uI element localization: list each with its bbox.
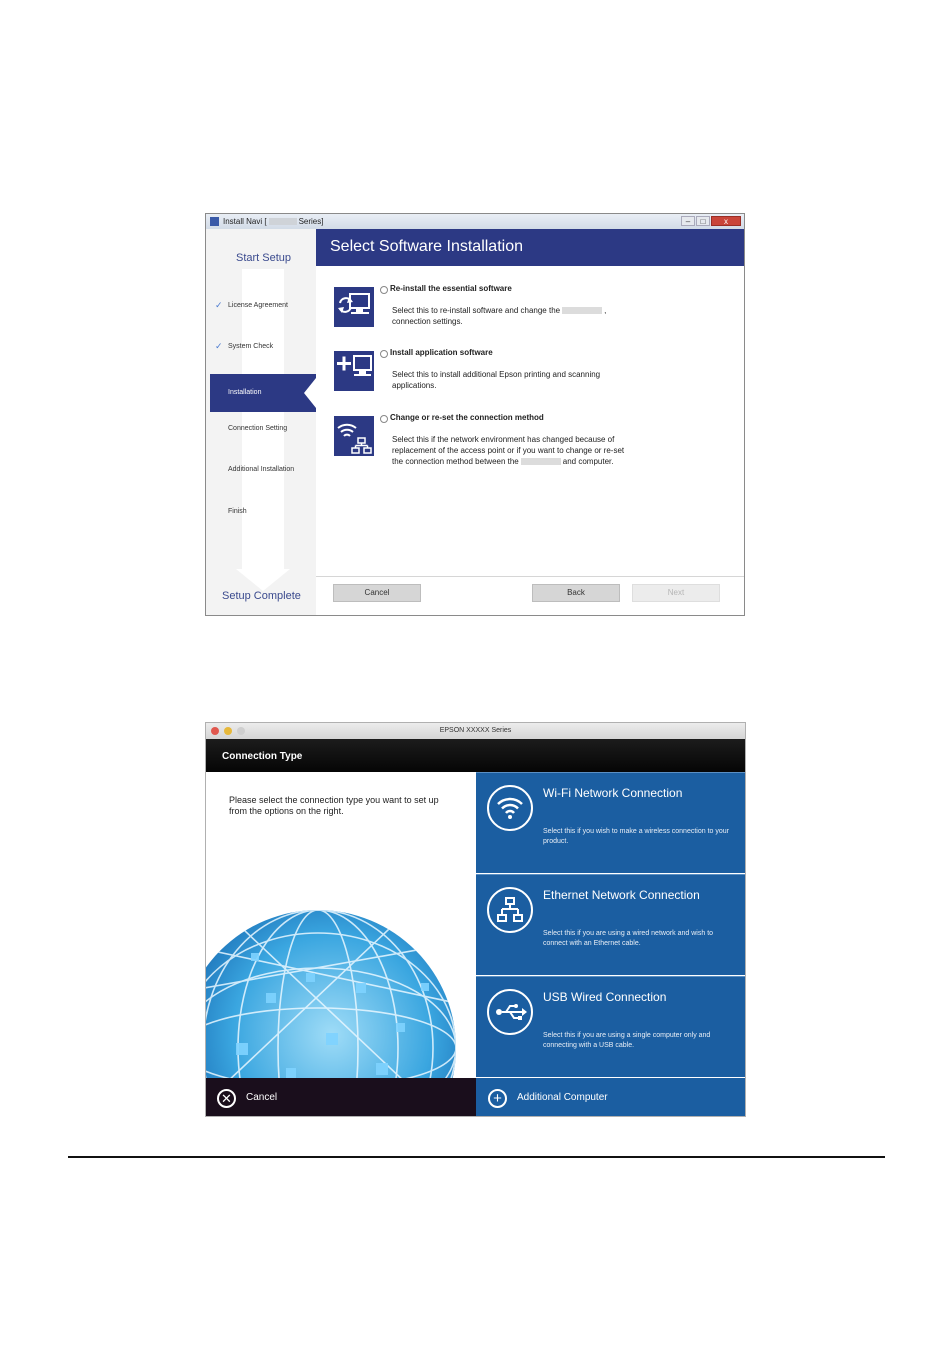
usb-icon xyxy=(487,989,533,1035)
option-title: Install application software xyxy=(390,348,493,357)
start-setup-label: Start Setup xyxy=(236,252,292,264)
step-system-check: ✓ System Check xyxy=(215,341,274,351)
wifi-icon xyxy=(487,785,533,831)
option-title: Wi-Fi Network Connection xyxy=(543,786,683,800)
step-additional-installation: Additional Installation xyxy=(228,466,295,473)
window-title: EPSON XXXXX Series xyxy=(439,727,512,734)
maximize-button[interactable]: □ xyxy=(696,216,710,226)
setup-complete-label: Setup Complete xyxy=(222,590,301,602)
option-description: Select this if you are using a single computer only and connecting with a USB cable. xyxy=(543,1032,711,1049)
zoom-dot-button[interactable] xyxy=(237,727,245,735)
usb-connection-option[interactable] xyxy=(476,976,746,1077)
page-title: Connection Type xyxy=(222,751,303,762)
option-description: Select this if the network environment has changed because of replacement of the access point or if you want to change or re-set the connection method between the and computer. xyxy=(392,435,625,466)
connection-type-window xyxy=(205,722,746,1117)
network-globe-image xyxy=(206,883,476,1083)
page-title: Select Software Installation xyxy=(330,238,523,255)
intro-text: Please select the connection type you want to set up from the options on the right. xyxy=(229,795,439,816)
page-header xyxy=(206,739,745,772)
page-header xyxy=(316,229,744,266)
ethernet-icon xyxy=(487,887,533,933)
option-title: USB Wired Connection xyxy=(543,990,667,1004)
close-button[interactable]: x xyxy=(711,216,741,226)
window-titlebar xyxy=(206,214,744,230)
ethernet-connection-option[interactable] xyxy=(476,874,746,975)
window-titlebar xyxy=(206,723,745,739)
check-icon: ✓ xyxy=(215,300,223,310)
active-step-pointer xyxy=(304,378,316,408)
option-title: Ethernet Network Connection xyxy=(543,888,700,902)
option-description: Select this to install additional Epson printing and scanning applications. xyxy=(392,370,601,390)
step-finish: Finish xyxy=(228,508,247,515)
progress-arrow-head xyxy=(236,569,290,591)
option-description: Select this if you wish to make a wireless connection to your product. xyxy=(543,828,729,845)
minimize-dot-button[interactable] xyxy=(224,727,232,735)
reinstall-radio[interactable] xyxy=(380,286,388,294)
option-description: Select this if you are using a wired network and wish to connect with an Ethernet cable. xyxy=(543,930,714,947)
cancel-button[interactable]: Cancel xyxy=(333,584,421,602)
setup-steps-sidebar xyxy=(206,229,316,615)
footer-divider xyxy=(316,576,744,577)
add-application-icon xyxy=(334,351,374,391)
reinstall-computer-icon xyxy=(334,287,374,327)
cancel-icon: ✕ xyxy=(217,1089,236,1108)
close-dot-button[interactable] xyxy=(211,727,219,735)
option-description: Select this to re-install software and change the , connection settings. xyxy=(392,306,607,326)
next-button[interactable]: Next xyxy=(632,584,720,602)
back-button[interactable]: Back xyxy=(532,584,620,602)
page-divider-line xyxy=(68,1156,885,1158)
app-icon xyxy=(210,217,219,226)
additional-computer-label: Additional Computer xyxy=(517,1092,608,1103)
minimize-button[interactable]: – xyxy=(681,216,695,226)
install-navi-window xyxy=(205,213,745,616)
install-application-radio[interactable] xyxy=(380,350,388,358)
step-connection-setting: Connection Setting xyxy=(228,425,288,432)
check-icon: ✓ xyxy=(215,341,223,351)
change-connection-radio[interactable] xyxy=(380,415,388,423)
network-wifi-icon xyxy=(334,416,374,456)
wifi-connection-option[interactable] xyxy=(476,772,746,873)
additional-computer-button[interactable] xyxy=(476,1078,746,1117)
step-installation-active: Installation xyxy=(210,374,316,412)
cancel-label: Cancel xyxy=(246,1092,278,1103)
progress-arrow-shaft xyxy=(242,269,284,574)
cancel-button[interactable] xyxy=(206,1078,476,1117)
option-title: Change or re-set the connection method xyxy=(390,413,544,422)
option-title: Re-install the essential software xyxy=(390,284,512,293)
window-title: Install Navi [ Series] xyxy=(223,217,324,226)
add-icon: + xyxy=(488,1089,507,1108)
step-license-agreement: ✓ License Agreement xyxy=(215,300,288,310)
